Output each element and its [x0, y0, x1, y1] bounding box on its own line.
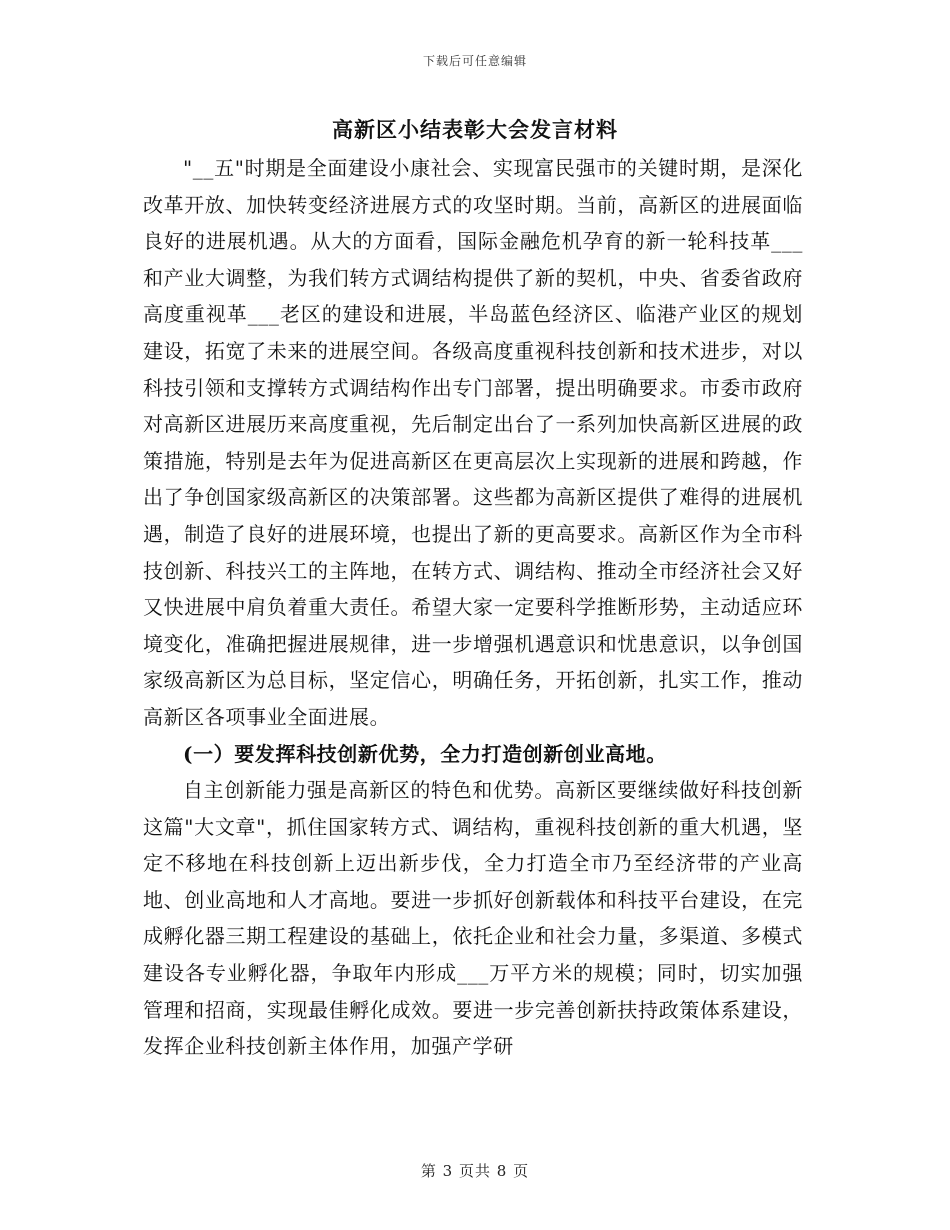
document-body [143, 150, 803, 1065]
page-footer: 第 3 页共 8 页 [420, 1162, 530, 1180]
section-heading: (一）要发挥科技创新优势，全力打造创新创业高地。 [183, 741, 667, 766]
paragraph-innovation: 自主创新能力强是高新区的特色和优势。高新区要继续做好科技创新这篇"大文章"，抓住国家转方式、调结构，重视科技创新的重大机遇，坚定不移地在科技创新上迈出新步伐，全力打造全市乃至经济带的产业高地、创业高地和人才高地。要进一步抓好创新载体和科技平台建设，在完成孵化器三期工程建设的基础上，依托企业和社会力量，多渠道、多模式建设各专业孵化器，争取年内形成___万平方米的规模；同时，切实加强管理和招商，实现最佳孵化成效。要进一步完善创新扶持政策体系建设，发挥企业科技创新主体作用，加强产学研 [143, 778, 803, 1059]
page-header: 下载后可任意编辑 [422, 54, 527, 68]
document-title: 高新区小结表彰大会发言材料 [332, 117, 618, 142]
paragraph-intro: "__五"时期是全面建设小康社会、实现富民强市的关键时期，是深化改革开放、加快转变经济进展方式的攻坚时期。当前，高新区的进展面临良好的进展机遇。从大的方面看，国际金融危机孕育的新一轮科技革___和产业大调整，为我们转方式调结构提供了新的契机，中央、省委省政府高度重视革___老区的建设和进展，半岛蓝色经济区、临港产业区的规划建设，拓宽了未来的进展空间。各级高度重视科技创新和技术进步，对以科技引领和支撑转方式调结构作出专门部署，提出明确要求。市委市政府对高新区进展历来高度重视，先后制定出台了一系列加快高新区进展的政策措施，特别是去年为促进高新区在更高层次上实现新的进展和跨越，作出了争创国家级高新区的决策部署。这些都为高新区提供了难得的进展机遇，制造了良好的进展环境，也提出了新的更高要求。高新区作为全市科技创新、科技兴工的主阵地，在转方式、调结构、推动全市经济社会又好又快进展中肩负着重大责任。希望大家一定要科学推断形势，主动适应环境变化，准确把握进展规律，进一步增强机遇意识和忧患意识，以争创国家级高新区为总目标，坚定信心，明确任务，开拓创新，扎实工作，推动高新区各项事业全面进展。 [143, 156, 803, 729]
